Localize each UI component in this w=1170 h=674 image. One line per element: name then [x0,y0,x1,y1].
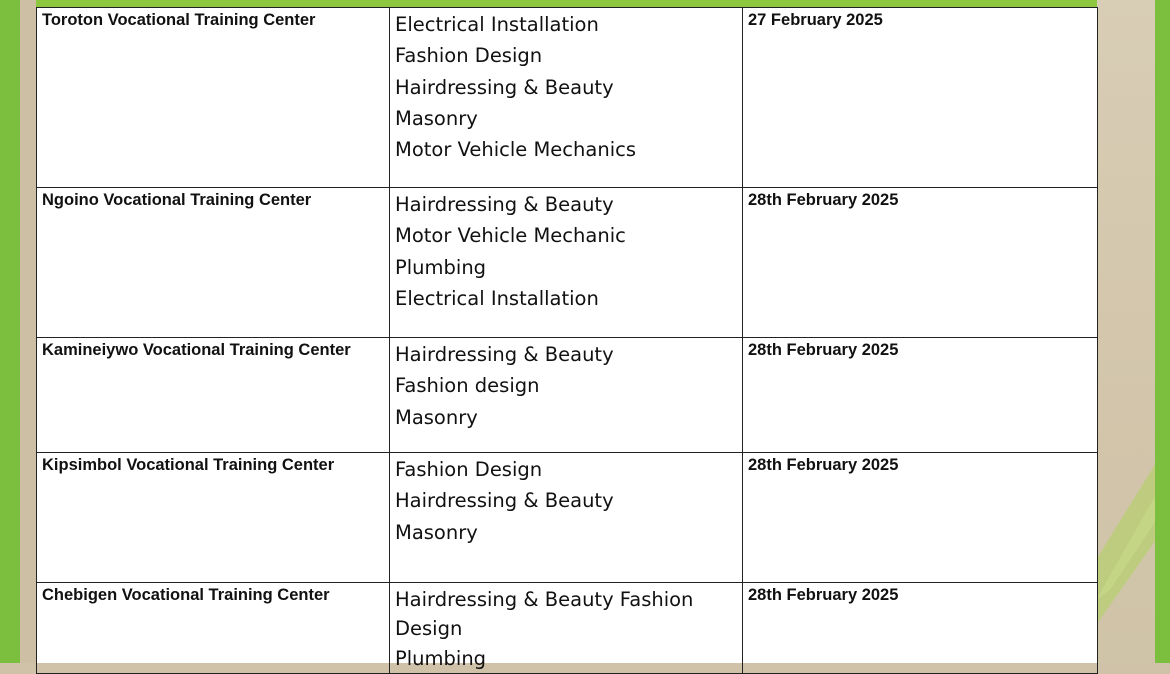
courses-cell [390,8,743,188]
course-item: Electrical Installation [395,286,599,310]
date: 28th February 2025 [748,341,899,359]
date: 28th February 2025 [748,191,899,209]
date-cell [743,338,1098,453]
left-tan-strip [20,0,36,663]
course-item: Hairdressing & Beauty Fashion Design [395,588,694,640]
center-cell [37,453,390,583]
date: 28th February 2025 [748,456,899,474]
courses-cell [390,338,743,453]
course-item: Masonry [395,405,478,429]
date-cell [743,8,1098,188]
course-item: Plumbing [395,255,487,279]
course-item: Plumbing [395,647,487,670]
course-item: Electrical Installation [395,13,599,36]
course-item: Masonry [395,106,478,130]
courses-cell [390,188,743,338]
course-item: Hairdressing & Beauty [395,75,614,99]
course-item: Masonry [395,520,478,544]
course-item: Hairdressing & Beauty [395,193,614,216]
date-cell [743,188,1098,338]
schedule-table-container [36,0,1097,670]
center-name: Kamineiywo Vocational Training Center [42,341,351,359]
center-name: Chebigen Vocational Training Center [42,586,330,604]
date: 27 February 2025 [748,11,883,29]
center-name: Kipsimbol Vocational Training Center [42,456,335,474]
course-item: Motor Vehicle Mechanic [395,224,626,248]
center-cell [37,338,390,453]
date-cell [743,453,1098,583]
course-item: Fashion Design [395,44,543,68]
course-item: Motor Vehicle Mechanics [395,138,636,162]
table-row [37,583,1098,674]
table-row [37,8,1098,188]
table-row [37,338,1098,453]
center-cell [37,583,390,674]
course-item: Fashion Design [395,458,543,481]
courses-cell [390,583,743,674]
date: 28th February 2025 [748,586,899,604]
center-name: Toroton Vocational Training Center [42,11,316,29]
right-green-border [1155,0,1170,663]
table-row [37,188,1098,338]
course-item: Hairdressing & Beauty [395,343,614,366]
course-item: Hairdressing & Beauty [395,489,614,513]
courses-cell [390,453,743,583]
center-cell [37,8,390,188]
schedule-table [36,7,1098,674]
center-name: Ngoino Vocational Training Center [42,191,312,209]
table-row [37,453,1098,583]
course-item: Fashion design [395,374,540,398]
center-cell [37,188,390,338]
date-cell [743,583,1098,674]
left-green-border [0,0,20,663]
